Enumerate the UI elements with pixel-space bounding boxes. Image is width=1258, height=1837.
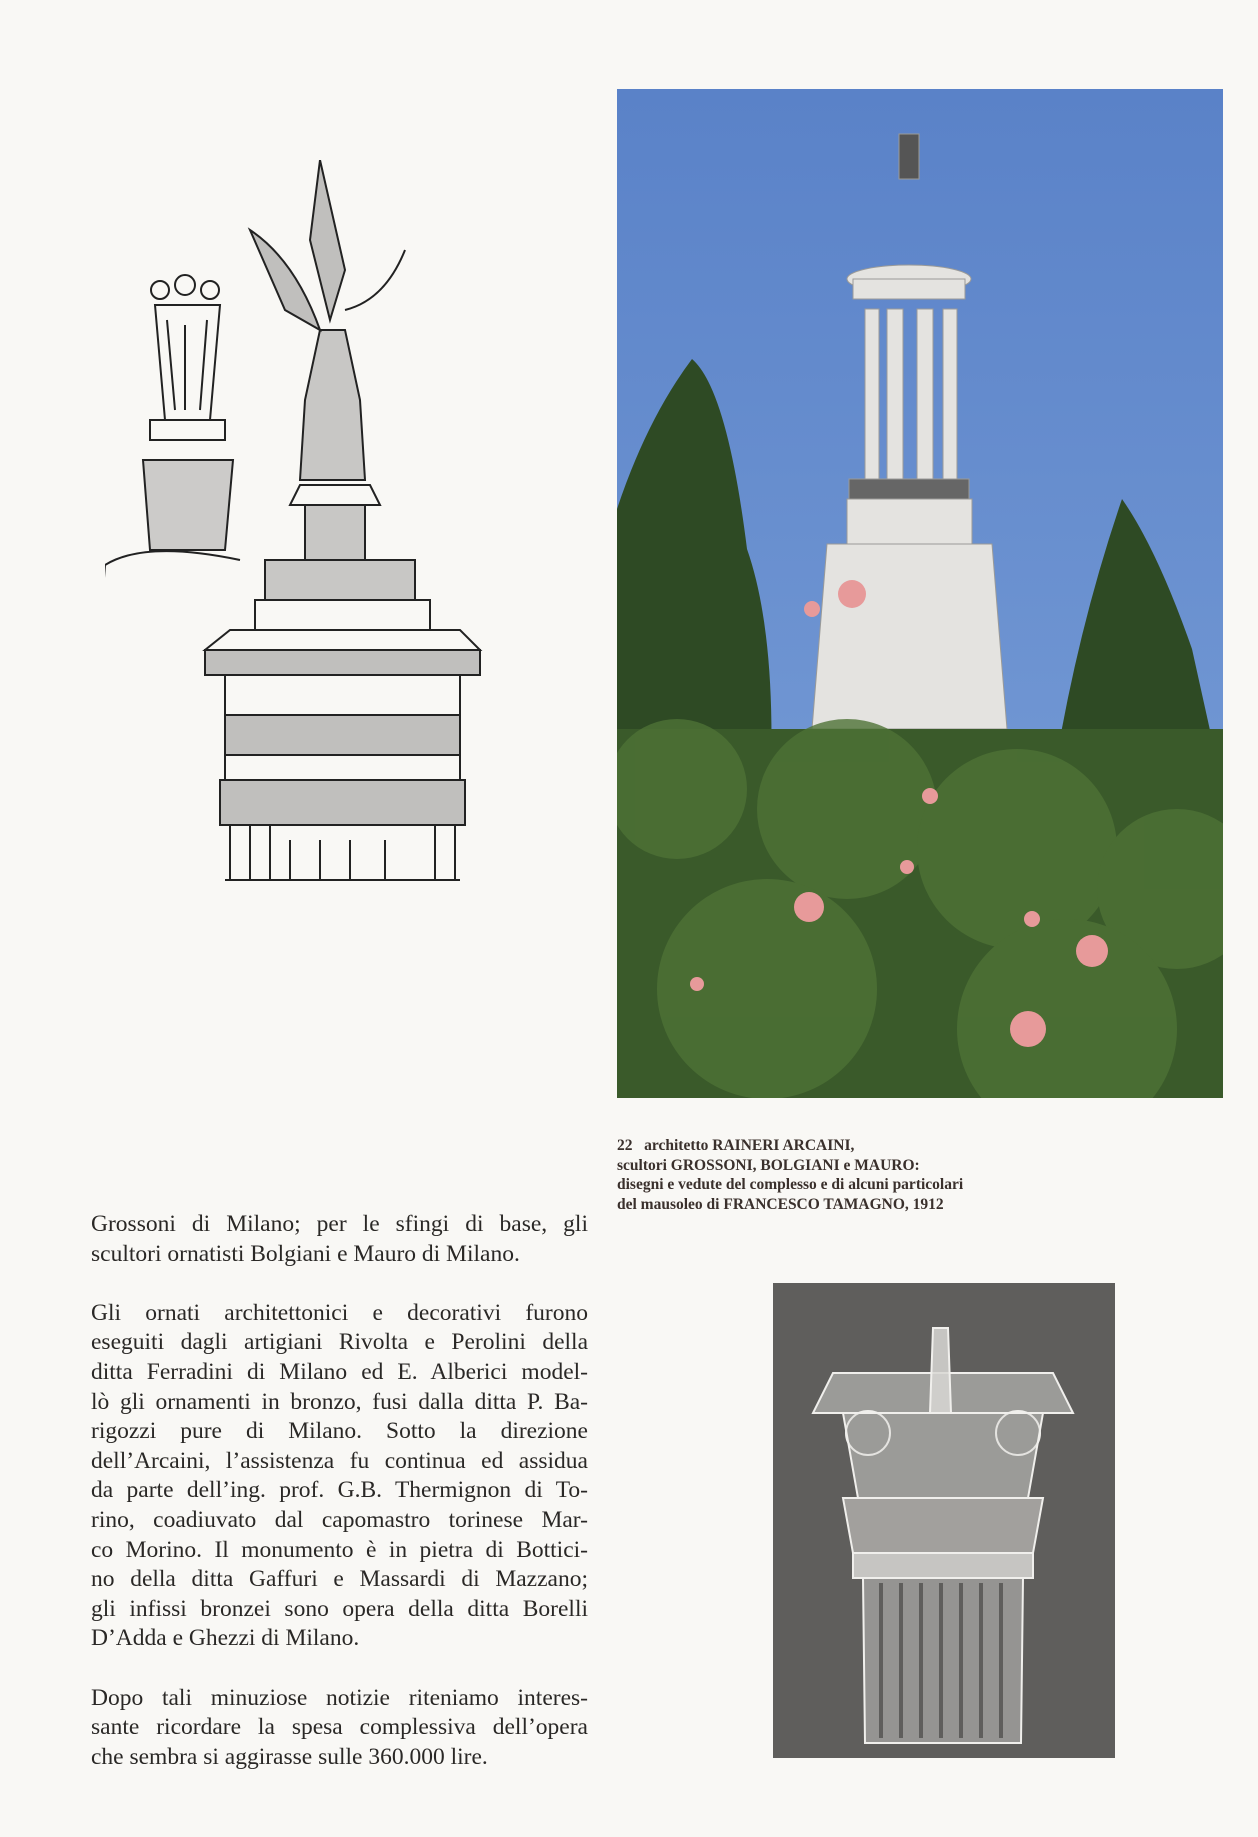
text-line: Gli ornati architettonici e decorativi furono [91, 1299, 588, 1326]
figure-number: 22 [617, 1137, 633, 1154]
text-line: da parte dell’ing. prof. G.B. Thermignon di To- [91, 1477, 588, 1504]
text-line: no della ditta Gaffuri e Massardi di Mazzano; [91, 1566, 588, 1593]
body-text [91, 1210, 588, 1772]
text-line: gli infissi bronzei sono opera della ditta Borelli [91, 1595, 588, 1622]
caption-line: architetto RAINERI ARCAINI, [644, 1137, 855, 1154]
paragraph [91, 1299, 588, 1654]
mausoleum-drawing [105, 160, 570, 1035]
text-line: scultori ornatisti Bolgiani e Mauro di Milano. [91, 1240, 520, 1267]
text-line: dell’Arcaini, l’assistenza fu continua ed assidua [91, 1447, 588, 1474]
text-line: ditta Ferradini di Milano ed E. Alberici model- [91, 1358, 588, 1385]
caption-line: del mausoleo di FRANCESCO TAMAGNO, 1912 [617, 1195, 944, 1213]
text-line: co Morino. Il monumento è in pietra di Bottici- [91, 1536, 588, 1563]
caption-line: scultori GROSSONI, BOLGIANI e MAURO: [617, 1156, 920, 1174]
mausoleum-photo [617, 89, 1223, 1098]
text-line: eseguiti dagli artigiani Rivolta e Perolini della [91, 1329, 588, 1356]
paragraph [91, 1684, 588, 1773]
paragraph [91, 1210, 588, 1269]
caption-line: disegni e vedute del complesso e di alcuni particolari [617, 1176, 964, 1193]
text-line: Grossoni di Milano; per le sfingi di base, gli [91, 1211, 588, 1237]
text-line: rigozzi pure di Milano. Sotto la direzione [91, 1418, 588, 1445]
corinthian-capital-drawing [773, 1283, 1115, 1758]
text-line: D’Adda e Ghezzi di Milano. [91, 1625, 360, 1652]
text-line: Dopo tali minuziose notizie riteniamo interes- [91, 1684, 588, 1711]
text-line: sante ricordare la spesa complessiva dell’opera [91, 1714, 588, 1741]
text-line: che sembra si aggirasse sulle 360.000 lire. [91, 1743, 488, 1770]
figure-caption [617, 1136, 1137, 1214]
text-line: lò gli ornamenti in bronzo, fusi dalla ditta P. Ba- [91, 1388, 588, 1415]
text-line: rino, coadiuvato dal capomastro torinese Mar- [91, 1506, 588, 1533]
